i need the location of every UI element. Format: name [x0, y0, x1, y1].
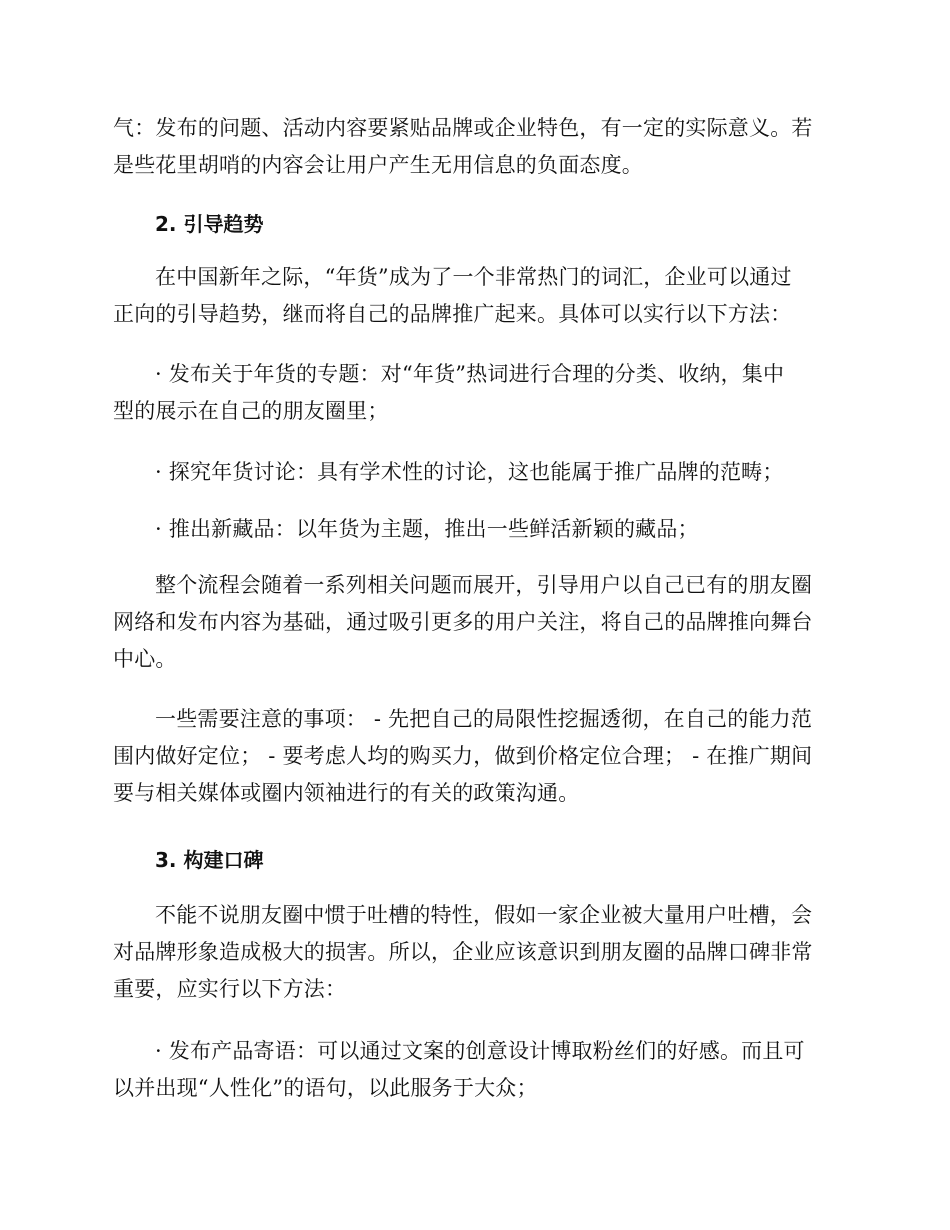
text-line: 对品牌形象造成极大的损害。所以，企业应该意识到朋友圈的品牌口碑非常	[113, 940, 813, 964]
paragraph-notes	[113, 701, 833, 812]
text-line: · 探究年货讨论：具有学术性的讨论，这也能属于推广品牌的范畴；	[155, 460, 784, 484]
text-line: 一些需要注意的事项： - 先把自己的局限性挖掘透彻，在自己的能力范	[155, 707, 813, 731]
text-line: 正向的引导趋势，继而将自己的品牌推广起来。具体可以实行以下方法：	[113, 302, 792, 326]
text-line: · 推出新藏品：以年货为主题，推出一些鲜活新颖的藏品；	[155, 517, 699, 541]
text-line: · 发布关于年货的专题：对“年货”热词进行合理的分类、收纳，集中	[155, 362, 785, 386]
paragraph-new-year-intro	[113, 259, 833, 333]
text-line: 要与相关媒体或圈内领袖进行的有关的政策沟通。	[113, 781, 580, 805]
text-line: 中心。	[113, 647, 177, 671]
section-heading-guide-trend: 2. 引导趋势	[155, 212, 264, 236]
bullet-item-collection	[113, 511, 833, 548]
text-line: 围内做好定位； - 要考虑人均的购买力，做到价格定位合理； - 在推广期间	[113, 744, 813, 768]
paragraph-reputation-intro	[113, 897, 833, 1008]
text-line: 是些花里胡哨的内容会让用户产生无用信息的负面态度。	[113, 153, 643, 177]
bullet-item-discussion	[113, 454, 833, 491]
text-line: · 发布产品寄语：可以通过文案的创意设计博取粉丝们的好感。而且可	[155, 1039, 805, 1063]
text-line: 不能不说朋友圈中惯于吐槽的特性，假如一家企业被大量用户吐槽，会	[155, 903, 813, 927]
text-line: 以并出现“人性化”的语句，以此服务于大众；	[113, 1076, 538, 1100]
text-line: 重要，应实行以下方法：	[113, 977, 347, 1001]
paragraph-continuation	[113, 110, 833, 184]
text-line: 在中国新年之际，“年货”成为了一个非常热门的词汇，企业可以通过	[155, 265, 792, 289]
text-line: 气：发布的问题、活动内容要紧贴品牌或企业特色，有一定的实际意义。若	[113, 116, 813, 140]
text-line: 整个流程会随着一系列相关问题而展开，引导用户以自己已有的朋友圈	[155, 573, 813, 597]
bullet-item-product-message	[113, 1033, 833, 1107]
text-line: 网络和发布内容为基础，通过吸引更多的用户关注，将自己的品牌推向舞台	[113, 610, 813, 634]
text-line: 型的展示在自己的朋友圈里；	[113, 399, 389, 423]
paragraph-process	[113, 567, 833, 678]
bullet-item-topic	[113, 356, 833, 430]
section-heading-reputation: 3. 构建口碑	[155, 848, 264, 872]
